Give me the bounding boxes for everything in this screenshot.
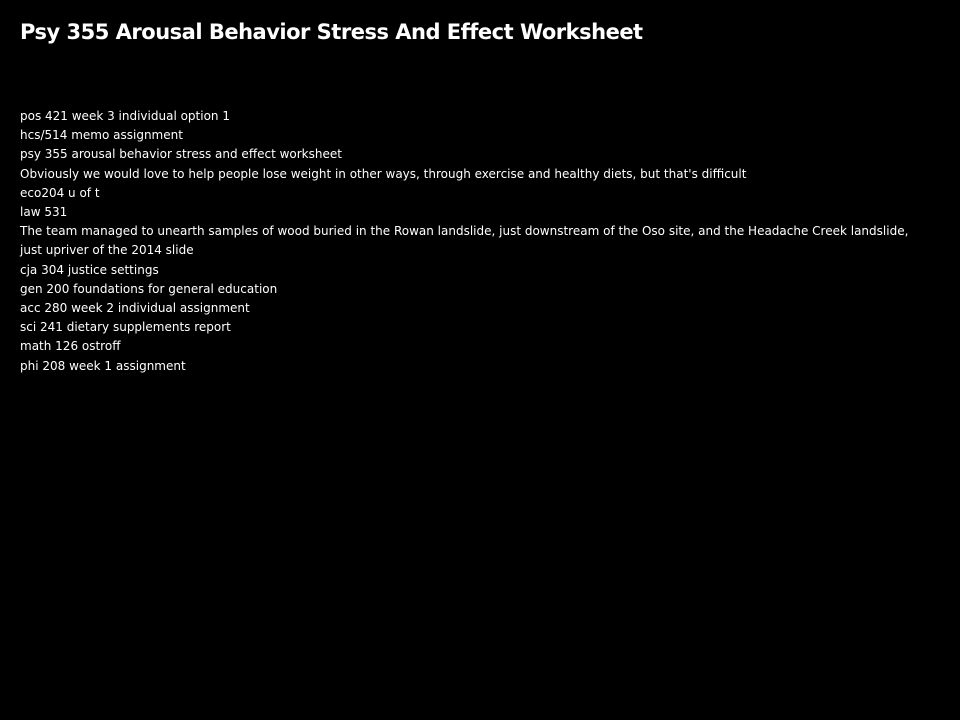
- content-line: pos 421 week 3 individual option 1: [20, 109, 230, 123]
- content-line: Obviously we would love to help people lose weight in other ways, through exercise and healthy diets, but that's difficult: [20, 166, 747, 181]
- content-line: gen 200 foundations for general education: [20, 281, 278, 296]
- content-line: sci 241 dietary supplements report: [20, 320, 231, 335]
- content-line: phi 208 week 1 assignment: [20, 358, 186, 373]
- content-line: eco204 u of t: [20, 185, 100, 200]
- content-line: law 531: [20, 205, 68, 220]
- content-line: hcs/514 memo assignment: [20, 128, 183, 143]
- content-line: math 126 ostroff: [20, 339, 121, 354]
- content-line: The team managed to unearth samples of wood buried in the Rowan landslide, just downstream of the Oso site, and the Headache Creek landslide, just upriver of the 2014 slide: [20, 224, 909, 258]
- content-line: cja 304 justice settings: [20, 262, 159, 277]
- content-line: acc 280 week 2 individual assignment: [20, 301, 250, 316]
- content-line: psy 355 arousal behavior stress and effect worksheet: [20, 147, 342, 162]
- slide-content-list: [20, 107, 930, 376]
- slide-title: Psy 355 Arousal Behavior Stress And Effect Worksheet: [20, 20, 643, 44]
